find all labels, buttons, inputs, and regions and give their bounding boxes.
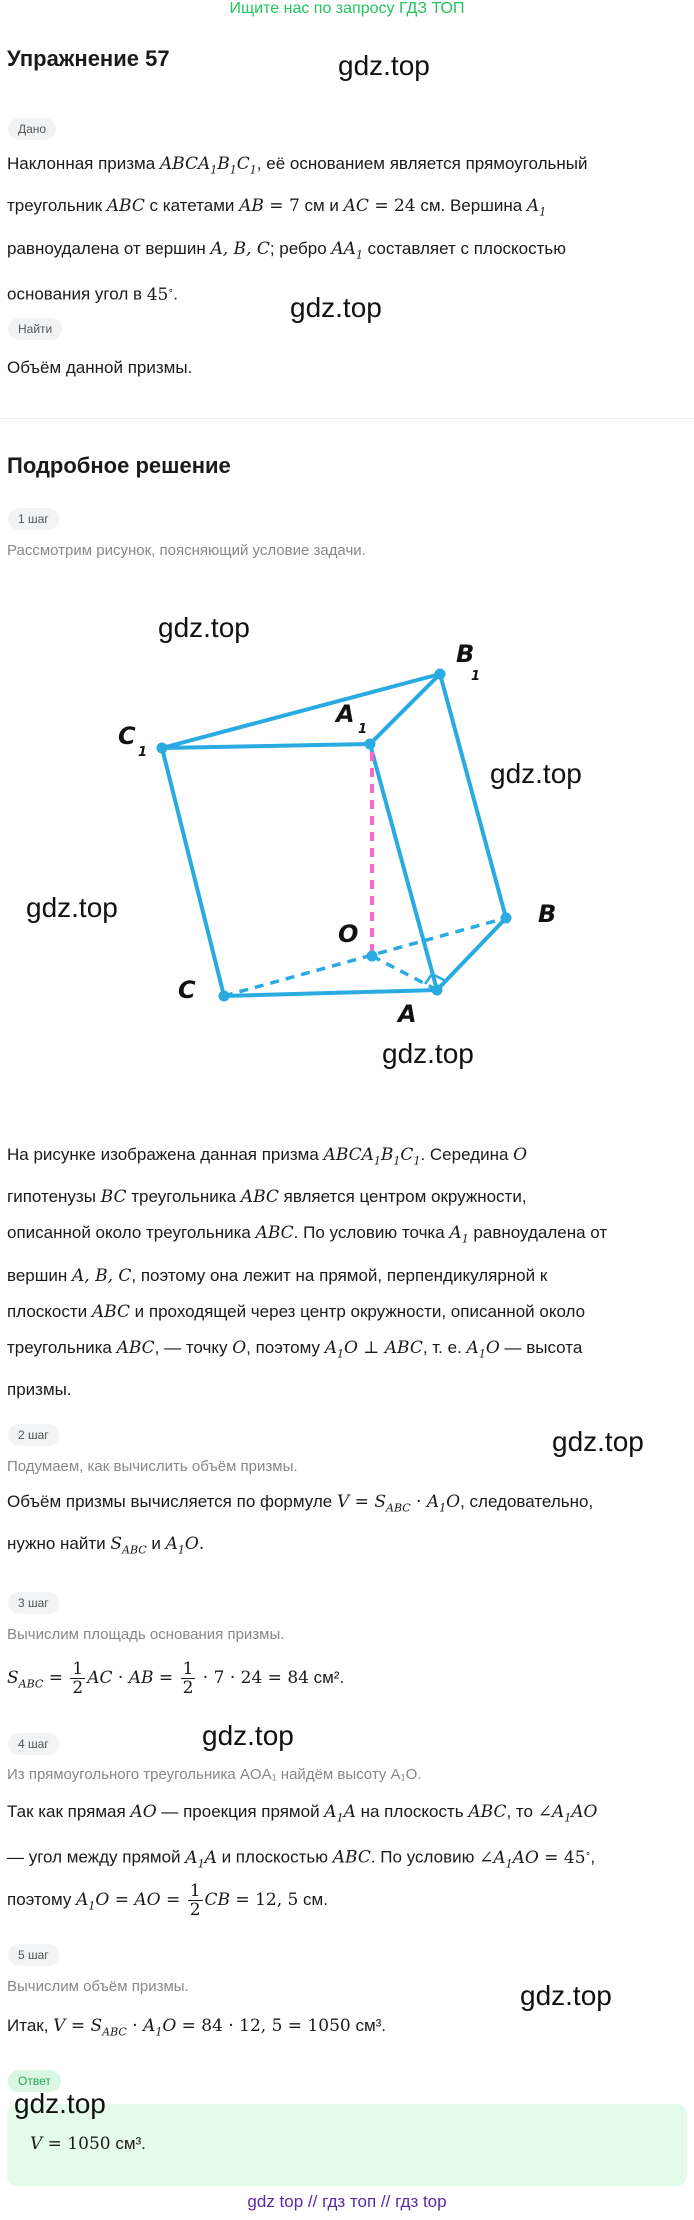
label-a1-sub: 1 xyxy=(358,722,368,737)
step-4-explanation: Так как прямая AO — проекция прямой $A_1A$ на плоскость ABC, то $\angle A_1AO$ — угол между прямой $A_1A$ и плоскостью ABC. По условию $\angle A_1AO = 45^\circ$, поэтому $A_1O$ = AO = $\frac{1}{2}$ CB = 12, 5 см. xyxy=(7,1802,598,1921)
point-a xyxy=(432,985,443,996)
answer-label: Ответ xyxy=(8,2070,61,2092)
point-c1 xyxy=(157,743,168,754)
step-4-label: 4 шаг xyxy=(8,1733,59,1755)
watermark: gdz.top xyxy=(202,1720,294,1751)
divider xyxy=(0,418,694,419)
label-c: C xyxy=(178,976,196,1004)
step-1-hint: Рассмотрим рисунок, поясняющий условие задачи. xyxy=(7,542,366,559)
watermark: gdz.top xyxy=(382,1038,474,1069)
edge-c1-b1 xyxy=(162,674,440,748)
answer-text: V = 1050 см³. xyxy=(30,2134,146,2154)
edge-b1-b xyxy=(440,674,506,918)
footer-links[interactable]: gdz top // гдз топ // гдз top xyxy=(247,2192,447,2211)
point-a1 xyxy=(365,739,376,750)
watermark: gdz.top xyxy=(552,1426,644,1457)
solution-title: Подробное решение xyxy=(7,453,231,478)
step-5-hint: Вычислим объём призмы. xyxy=(7,1978,189,1995)
find-text: Объём данной призмы. xyxy=(7,358,193,377)
watermark: gdz.top xyxy=(338,50,430,81)
watermark: gdz.top xyxy=(490,758,582,789)
edge-c-a xyxy=(224,990,437,996)
label-b1: B xyxy=(456,640,475,668)
label-b1-sub: 1 xyxy=(471,669,481,684)
step-2-explanation: Объём призмы вычисляется по формуле $V = S_{ABC} \cdot A_1O$, следовательно, нужно найти $S_{ABC}$ и $A_1O$. xyxy=(7,1492,594,1557)
watermark: gdz.top xyxy=(26,892,118,923)
step-4-hint: Из прямоугольного треугольника AOA₁ найдём высоту A₁O. xyxy=(7,1766,422,1783)
prism-figure xyxy=(0,600,694,1060)
watermark: gdz.top xyxy=(158,612,250,643)
point-b1 xyxy=(435,669,446,680)
step-2-label: 2 шаг xyxy=(8,1424,59,1446)
point-c xyxy=(219,991,230,1002)
given-label: Дано xyxy=(8,118,56,140)
exercise-title: Упражнение 57 xyxy=(7,46,170,71)
watermark: gdz.top xyxy=(14,2088,106,2119)
promo-banner[interactable]: Ищите нас по запросу ГДЗ ТОП xyxy=(229,0,465,17)
edge-c-b-dashed xyxy=(224,918,506,996)
step-2-hint: Подумаем, как вычислить объём призмы. xyxy=(7,1458,298,1475)
label-c1-sub: 1 xyxy=(138,745,148,760)
step-1-explanation: На рисунке изображена данная призма $ABCA_1B_1C_1$. Середина O гипотенузы BC треугольника ABC является центром окружности, описанной около треугольника ABC. По условию точка $A_1$ равноудалена от вершин A, B, C, поэтому она лежит на прямой, перпендикулярной к плоскости ABC и проходящей через центр окружности, описанной около треугольника ABC, — точку O, поэтому $A_1O$ ⊥ ABC, т. е. $A_1O$ — высота призмы. xyxy=(7,1145,608,1400)
watermark: gdz.top xyxy=(290,292,382,323)
label-c1: C xyxy=(118,722,136,750)
watermark: gdz.top xyxy=(520,1980,612,2011)
step-1-label: 1 шаг xyxy=(8,508,59,530)
find-label: Найти xyxy=(8,318,62,340)
label-a: A xyxy=(398,1000,417,1028)
step-3-hint: Вычислим площадь основания призмы. xyxy=(7,1626,285,1643)
step-5-label: 5 шаг xyxy=(8,1944,59,1966)
step-3-formula: $S_{ABC}$ = $\frac{1}{2}$ AC · AB = $\frac{1}{2}$ · 7 · 24 = 84 см². xyxy=(7,1659,345,1699)
label-a1: A xyxy=(336,700,355,728)
step-3-label: 3 шаг xyxy=(8,1592,59,1614)
given-text: Наклонная призма $ABCA_1B_1C_1$, её основанием является прямоугольный треугольник ABC с катетами AB = 7 см и AC = 24 см. Вершина $A_1$ равноудалена от вершин A, B, C; ребро $AA_1$ составляет с плоскостью основания угол в 45∘. xyxy=(7,154,588,305)
point-b xyxy=(501,913,512,924)
step-5-explanation: Итак, $V = S_{ABC} \cdot A_1O = 84 \cdot 12$, 5 = 1050 см³. xyxy=(7,2016,387,2039)
label-b: B xyxy=(538,900,557,928)
edge-c1-a1 xyxy=(162,744,370,748)
edge-c1-c xyxy=(162,748,224,996)
label-o: O xyxy=(338,920,359,948)
point-o xyxy=(367,951,378,962)
